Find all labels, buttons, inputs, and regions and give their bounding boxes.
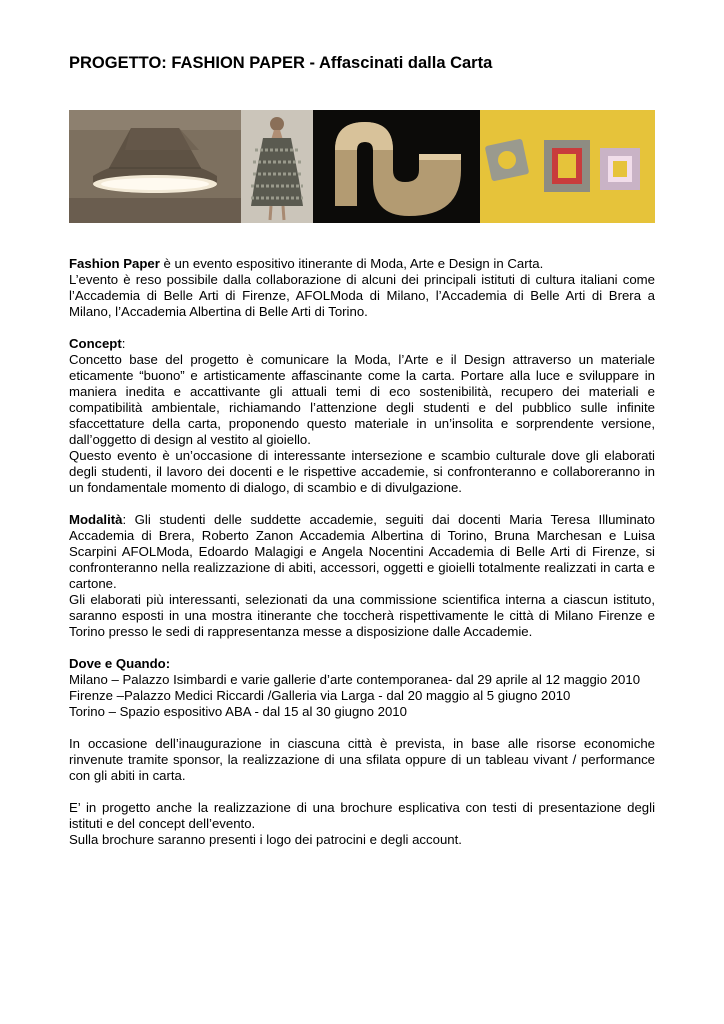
- modalita-paragraph-2: Gli elaborati più interessanti, selezionati da una commissione scientifica interna a ciascun istituto, saranno esposti in una mostra itinerante che toccherà rispettivamente le città di Milano Firenze e Torino presso le sedi di rappresentanza messe a disposizione dalle Accademie.: [69, 592, 655, 639]
- cardboard-sculpture-photo: [313, 110, 480, 223]
- dove-firenze: Firenze –Palazzo Medici Riccardi /Galleria via Larga - dal 20 maggio al 5 giugno 2010: [69, 688, 571, 703]
- paper-lamp-photo: [69, 110, 241, 223]
- dove-heading: Dove e Quando:: [69, 656, 171, 671]
- document-body: [69, 256, 655, 848]
- brochure-paragraph-1: E’ in progetto anche la realizzazione di una brochure esplicativa con testi di presentazione degli istituti e del concept dell’evento.: [69, 800, 655, 831]
- dove-torino: Torino – Spazio espositivo ABA - dal 15 al 30 giugno 2010: [69, 704, 407, 719]
- intro-text: è un evento espositivo itinerante di Moda, Arte e Design in Carta.: [159, 256, 544, 271]
- paper-dress-photo: [241, 110, 313, 223]
- photo-strip: [69, 110, 655, 223]
- concept-colon: :: [121, 336, 126, 351]
- intro-bold: Fashion Paper: [69, 256, 160, 271]
- inaugurazione-paragraph: In occasione dell’inaugurazione in ciascuna città è prevista, in base alle risorse economiche rinvenute tramite sponsor, la realizzazione di una sfilata oppure di un tableau vivant / performance con gli abiti in carta.: [69, 736, 655, 783]
- paper-rings-photo: [480, 110, 655, 223]
- intro-paragraph-2: L’evento è reso possibile dalla collaborazione di alcuni dei principali istituti di cultura italiani come l’Accademia di Belle Arti di Firenze, AFOLModa di Milano, l’Accademia di Belle Arti di Brera a Milano, l’Accademia Albertina di Belle Arti di Torino.: [69, 272, 655, 319]
- modalita-text: : Gli studenti delle suddette accademie, seguiti dai docenti Maria Teresa Illuminato Accademia di Brera, Roberto Zanon Accademia Albertina di Torino, Bruna Marchesan e Luisa Scarpini AFOLModa, Edoardo Malagigi e Angela Nocentini Accademia di Belle Arti di Firenze, si confronteranno nella realizzazione di abiti, accessori, oggetti e gioielli totalmente realizzati in carta e cartone.: [69, 512, 655, 591]
- concept-paragraph-2: Questo evento è un’occasione di interessante intersezione e scambio culturale dove gli elaborati degli studenti, il lavoro dei docenti e le rispettive accademie, si confronteranno e collaboreranno in un fondamentale momento di dialogo, di scambio e di divulgazione.: [69, 448, 655, 495]
- page-title: PROGETTO: FASHION PAPER - Affascinati dalla Carta: [69, 54, 493, 72]
- concept-paragraph-1: Concetto base del progetto è comunicare la Moda, l’Arte e il Design attraverso un materiale eticamente “buono” e artisticamente affascinante come la carta. Portare alla luce e sviluppare in maniera inedita e accattivante gli attuali temi di eco sostenibilità, recupero dei materiali e compatibilità ambientale, richiamando l’attenzione degli studenti e del pubblico sulle infinite sfaccettature della carta, proponendo questo materiale in un’insolita e sorprendente versione, dall’oggetto di design al vestito al gioiello.: [69, 352, 655, 447]
- intro-paragraph-1: [69, 256, 655, 272]
- brochure-paragraph-2: Sulla brochure saranno presenti i logo dei patrocini e degli account.: [69, 832, 462, 847]
- concept-heading-line: [69, 336, 655, 352]
- modalita-heading: Modalità: [69, 512, 123, 527]
- dove-milano: Milano – Palazzo Isimbardi e varie gallerie d’arte contemporanea- dal 29 aprile al 12 maggio 2010: [69, 672, 641, 687]
- concept-heading: Concept: [69, 336, 122, 351]
- modalita-paragraph-1: [69, 512, 655, 592]
